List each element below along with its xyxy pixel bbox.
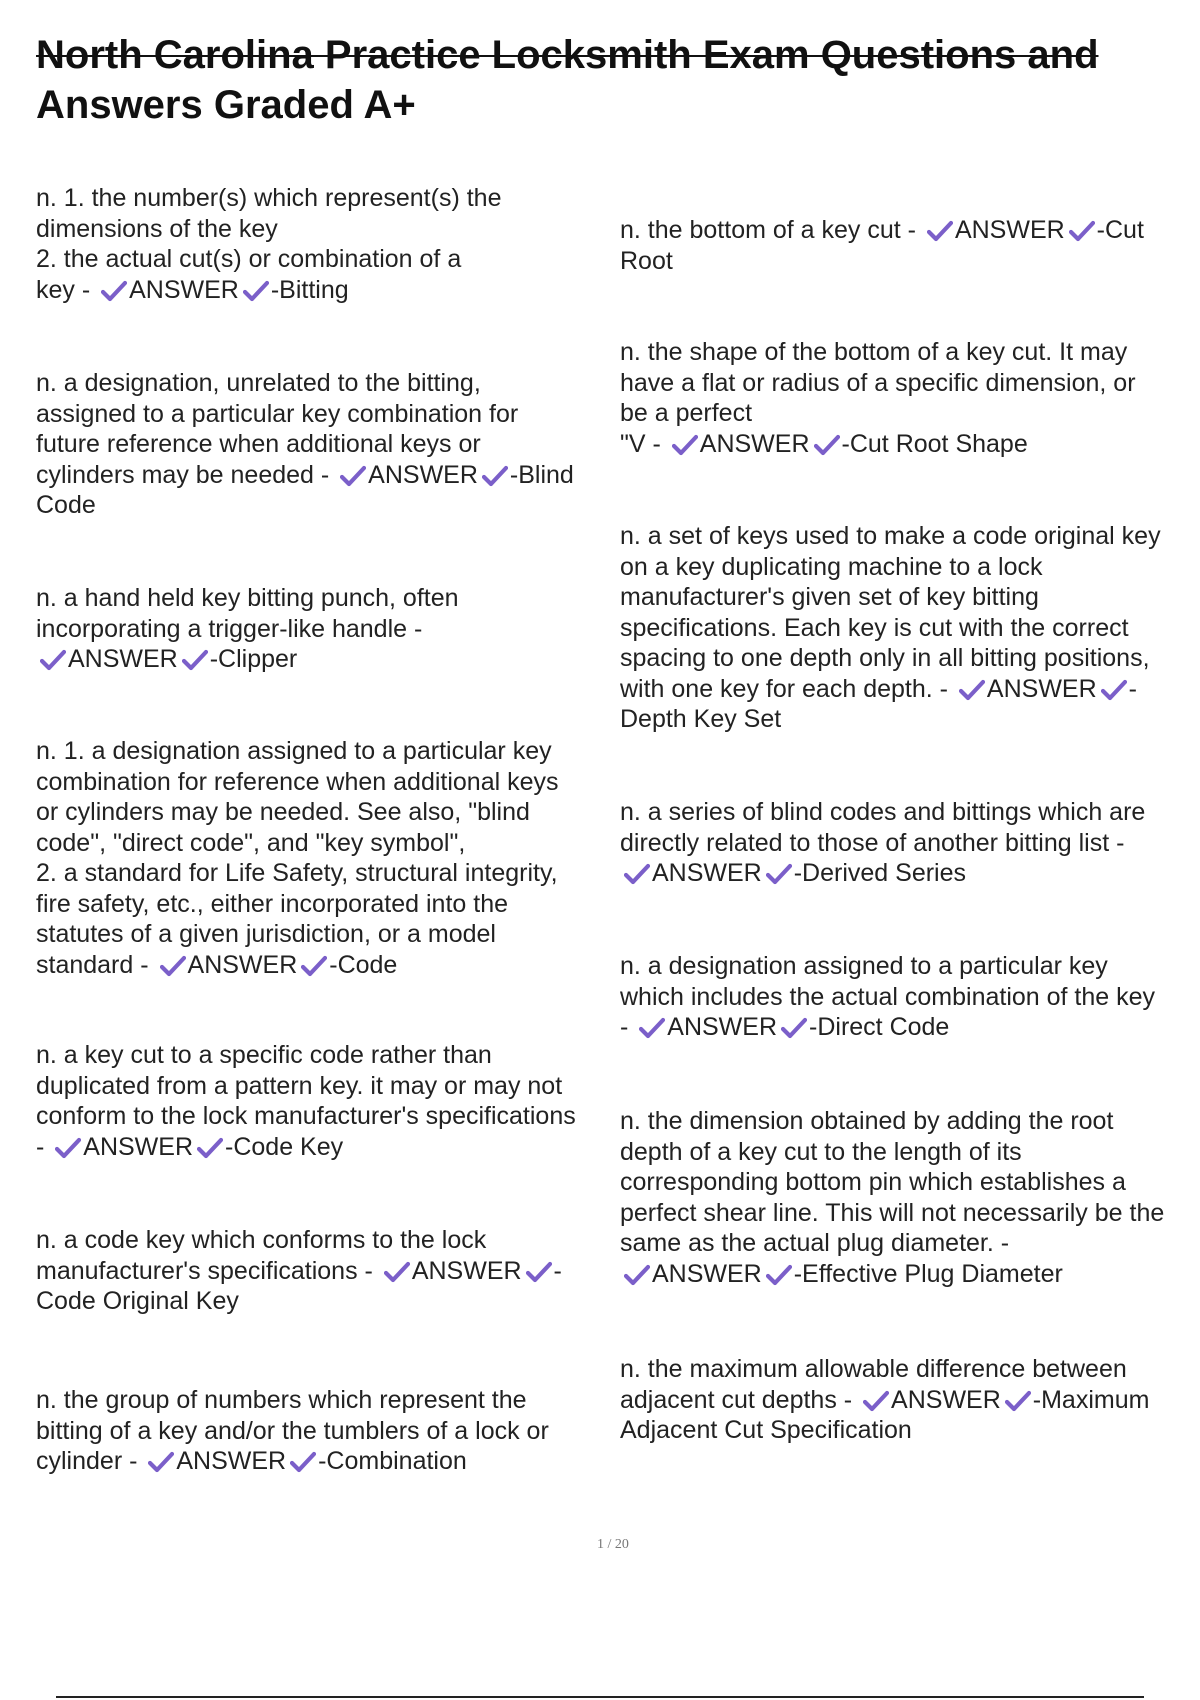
answer-term: -Cut bbox=[1096, 216, 1144, 244]
answer-term-continued: Code Original Key bbox=[36, 1287, 239, 1315]
question-line: which includes the actual combination of the key bbox=[620, 982, 1156, 1011]
answer-label: ANSWER bbox=[652, 859, 762, 887]
answer-term: -Maximum bbox=[1032, 1385, 1150, 1414]
question-line: incorporating a trigger-like handle - bbox=[36, 614, 423, 643]
question-line: cylinder - bbox=[36, 1447, 145, 1475]
checkmark-icon bbox=[55, 1137, 81, 1159]
question-line: assigned to a particular key combination for bbox=[36, 399, 519, 428]
checkmark-icon bbox=[1069, 220, 1095, 242]
checkmark-icon bbox=[639, 1017, 665, 1039]
question-line: n. 1. the number(s) which represent(s) the bbox=[36, 184, 502, 212]
qa-item bbox=[620, 797, 1200, 889]
answer-label: ANSWER bbox=[652, 1259, 762, 1288]
qa-item bbox=[36, 583, 606, 675]
question-line: n. the group of numbers which represent the bbox=[36, 1386, 527, 1414]
question-line: specifications. Each key is cut with the correct bbox=[620, 613, 1129, 642]
question-line: conform to the lock manufacturer's specifications bbox=[36, 1102, 576, 1130]
answer-label: ANSWER bbox=[954, 216, 1065, 244]
question-line: have a flat or radius of a specific dimension, or bbox=[620, 368, 1136, 397]
answer-term: - bbox=[553, 1256, 562, 1285]
question-line: n. a series of blind codes and bittings which are bbox=[620, 798, 1146, 826]
document-title bbox=[36, 30, 1176, 130]
checkmark-icon bbox=[160, 955, 186, 977]
checkmark-icon bbox=[243, 280, 269, 302]
answer-label: ANSWER bbox=[83, 1132, 194, 1161]
question-line: key - bbox=[36, 275, 98, 304]
qa-item bbox=[620, 215, 1200, 276]
answer-term: -Code Key bbox=[225, 1132, 344, 1161]
qa-item bbox=[620, 951, 1200, 1043]
checkmark-icon bbox=[40, 649, 66, 671]
answer-term: -Cut Root Shape bbox=[841, 429, 1028, 458]
question-line: manufacturer's given set of key bitting bbox=[620, 583, 1039, 611]
page-number: 1 / 20 bbox=[597, 1537, 629, 1552]
question-line: adjacent cut depths - bbox=[620, 1385, 860, 1414]
question-line: on a key duplicating machine to a lock bbox=[620, 552, 1043, 581]
checkmark-icon bbox=[927, 220, 953, 242]
question-line: 2. the actual cut(s) or combination of a bbox=[36, 245, 462, 273]
question-line: 2. a standard for Life Safety, structural integrity, bbox=[36, 859, 558, 887]
question-line: spacing to one depth only in all bitting positions, bbox=[620, 644, 1150, 672]
question-line: n. the shape of the bottom of a key cut. It may bbox=[620, 338, 1128, 366]
title-line-2: Answers Graded A+ bbox=[36, 83, 416, 127]
question-line: dimensions of the key bbox=[36, 214, 278, 243]
question-line: n. a designation assigned to a particular key bbox=[620, 952, 1108, 980]
question-line: - bbox=[620, 1013, 636, 1041]
question-line: or cylinders may be needed. See also, "blind bbox=[36, 798, 530, 826]
question-line: code", "direct code", and "key symbol", bbox=[36, 828, 466, 857]
answer-term: -Derived Series bbox=[793, 859, 967, 887]
question-line: perfect shear line. This will not necessarily be the bbox=[620, 1198, 1165, 1227]
question-line: n. the dimension obtained by adding the root bbox=[620, 1107, 1114, 1135]
question-line: manufacturer's specifications - bbox=[36, 1256, 380, 1285]
question-line: n. the maximum allowable difference between bbox=[620, 1355, 1127, 1383]
answer-term: -Direct Code bbox=[809, 1013, 950, 1041]
answer-term: -Combination bbox=[318, 1447, 467, 1475]
answer-label: ANSWER bbox=[129, 275, 239, 304]
question-line: n. 1. a designation assigned to a particular key bbox=[36, 737, 552, 765]
checkmark-icon bbox=[766, 1264, 792, 1286]
checkmark-icon bbox=[290, 1451, 316, 1473]
answer-label: ANSWER bbox=[187, 950, 298, 979]
qa-item bbox=[620, 521, 1200, 735]
qa-item bbox=[36, 368, 606, 521]
question-line: with one key for each depth. - bbox=[620, 674, 955, 703]
checkmark-icon bbox=[624, 1264, 650, 1286]
question-line: standard - bbox=[36, 950, 156, 979]
checkmark-icon bbox=[182, 649, 208, 671]
question-line: directly related to those of another bitting list - bbox=[620, 828, 1125, 857]
answer-term: - bbox=[1128, 674, 1137, 703]
answer-label: ANSWER bbox=[667, 1013, 778, 1041]
answer-term: -Blind bbox=[509, 460, 574, 489]
answer-label: ANSWER bbox=[68, 645, 178, 673]
question-line: cylinders may be needed - bbox=[36, 460, 337, 489]
page-bottom-rule bbox=[56, 1696, 1144, 1698]
question-line: n. a key cut to a specific code rather than bbox=[36, 1041, 492, 1069]
question-line: statutes of a given jurisdiction, or a model bbox=[36, 920, 496, 948]
checkmark-icon bbox=[197, 1137, 223, 1159]
answer-term-continued: Depth Key Set bbox=[620, 705, 782, 733]
question-line: depth of a key cut to the length of its bbox=[620, 1137, 1022, 1166]
checkmark-icon bbox=[101, 280, 127, 302]
answer-term: -Effective Plug Diameter bbox=[793, 1259, 1063, 1288]
question-line: n. a designation, unrelated to the bitting, bbox=[36, 369, 481, 397]
checkmark-icon bbox=[148, 1451, 174, 1473]
question-line: "V - bbox=[620, 429, 668, 458]
qa-item bbox=[620, 337, 1200, 459]
qa-item bbox=[36, 1040, 606, 1162]
question-line: be a perfect bbox=[620, 399, 753, 427]
qa-item bbox=[620, 1106, 1200, 1289]
answer-label: ANSWER bbox=[986, 674, 1097, 703]
answer-term: -Clipper bbox=[209, 645, 298, 673]
answer-label: ANSWER bbox=[411, 1256, 522, 1285]
qa-item bbox=[620, 1354, 1200, 1446]
answer-term-continued: Code bbox=[36, 491, 96, 519]
checkmark-icon bbox=[624, 863, 650, 885]
checkmark-icon bbox=[1101, 679, 1127, 701]
question-line: corresponding bottom pin which establishes a bbox=[620, 1168, 1126, 1196]
qa-item bbox=[36, 1385, 606, 1477]
answer-label: ANSWER bbox=[368, 460, 478, 489]
question-line: n. the bottom of a key cut - bbox=[620, 216, 923, 244]
question-line: same as the actual plug diameter. - bbox=[620, 1229, 1010, 1257]
checkmark-icon bbox=[384, 1261, 410, 1283]
answer-term-continued: Adjacent Cut Specification bbox=[620, 1416, 912, 1444]
checkmark-icon bbox=[863, 1390, 889, 1412]
answer-term-continued: Root bbox=[620, 246, 673, 275]
qa-item bbox=[36, 736, 606, 980]
checkmark-icon bbox=[340, 465, 366, 487]
checkmark-icon bbox=[301, 955, 327, 977]
question-line: duplicated from a pattern key. it may or may not bbox=[36, 1071, 563, 1100]
question-line: - bbox=[36, 1132, 52, 1161]
question-line: combination for reference when additional keys bbox=[36, 767, 559, 796]
title-line-1: North Carolina Practice Locksmith Exam Questions and bbox=[36, 33, 1099, 77]
answer-term: -Bitting bbox=[270, 275, 349, 304]
checkmark-icon bbox=[766, 863, 792, 885]
question-line: n. a hand held key bitting punch, often bbox=[36, 584, 459, 612]
qa-item bbox=[36, 1225, 606, 1317]
checkmark-icon bbox=[482, 465, 508, 487]
question-line: fire safety, etc., either incorporated into the bbox=[36, 889, 509, 918]
checkmark-icon bbox=[814, 434, 840, 456]
checkmark-icon bbox=[959, 679, 985, 701]
answer-label: ANSWER bbox=[891, 1385, 1001, 1414]
question-line: future reference when additional keys or bbox=[36, 430, 481, 458]
question-line: n. a set of keys used to make a code original key bbox=[620, 522, 1161, 550]
answer-label: ANSWER bbox=[699, 429, 810, 458]
checkmark-icon bbox=[1005, 1390, 1031, 1412]
question-line: n. a code key which conforms to the lock bbox=[36, 1226, 487, 1254]
checkmark-icon bbox=[526, 1261, 552, 1283]
answer-term: -Code bbox=[329, 950, 398, 979]
checkmark-icon bbox=[672, 434, 698, 456]
question-line: bitting of a key and/or the tumblers of a lock or bbox=[36, 1416, 549, 1445]
answer-label: ANSWER bbox=[176, 1447, 287, 1475]
qa-item bbox=[36, 183, 606, 305]
checkmark-icon bbox=[781, 1017, 807, 1039]
